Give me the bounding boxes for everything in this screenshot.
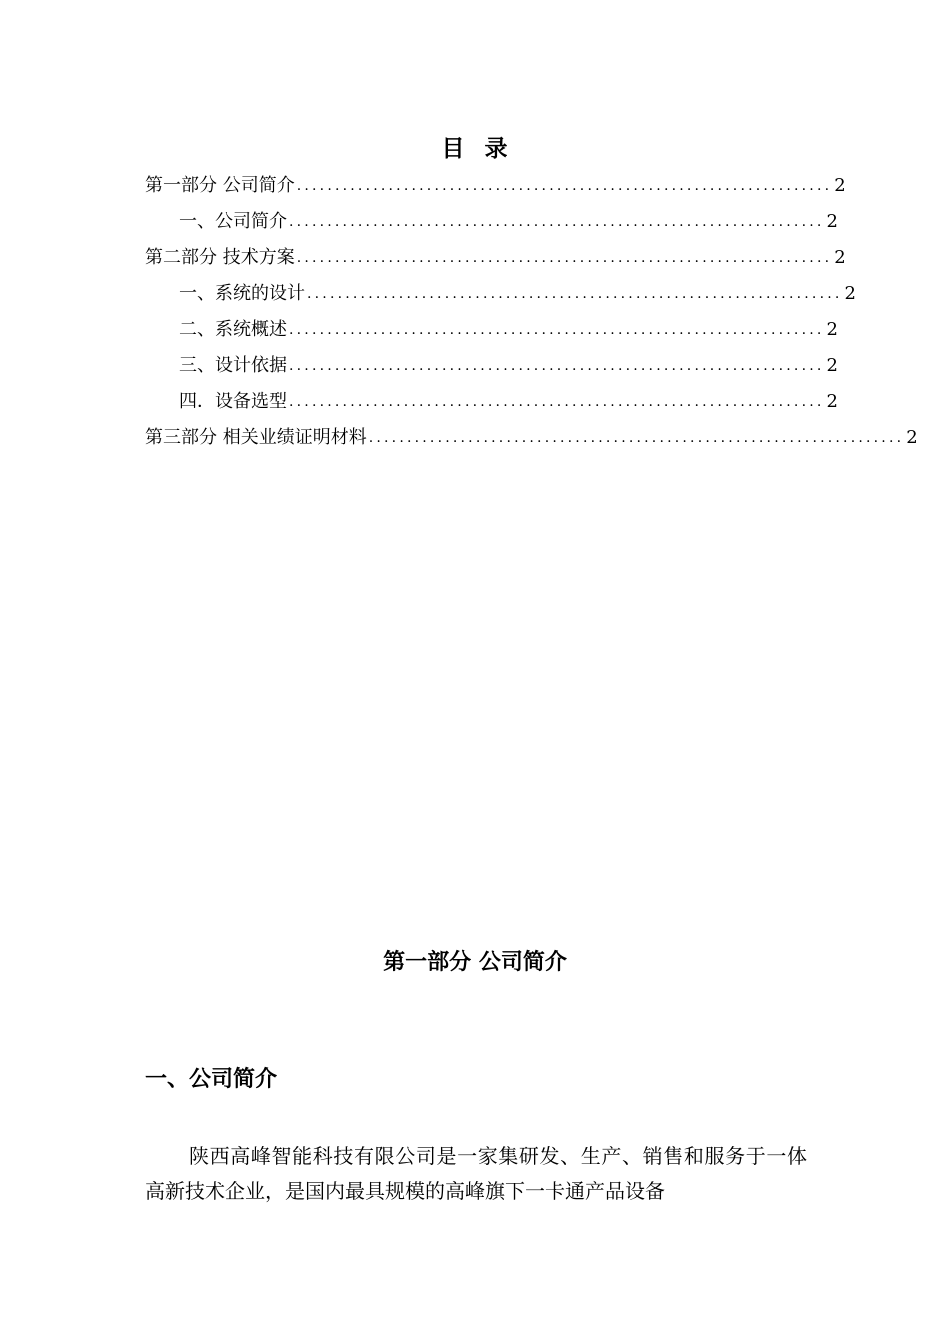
toc-page-number: 2: [826, 355, 838, 376]
toc-entry[interactable]: [145, 204, 838, 240]
toc-page-number: 2: [834, 175, 846, 196]
body-paragraph: 陕西高峰智能科技有限公司是一家集研发、生产、销售和服务于一体高新技术企业，是国内最具规模的高峰旗下一卡通产品设备: [145, 1144, 807, 1203]
toc-leader: ......................................................................: [296, 178, 833, 194]
toc-page-number: 2: [844, 283, 856, 304]
toc-entry[interactable]: [145, 240, 846, 276]
toc-entry[interactable]: [145, 348, 838, 384]
toc-entry[interactable]: [145, 384, 838, 420]
section-heading: 一、公司简介: [145, 1067, 278, 1092]
toc-entry[interactable]: [145, 312, 838, 348]
toc-entry[interactable]: [145, 276, 856, 312]
toc-entry-label: 第二部分 技术方案: [145, 247, 295, 268]
toc-leader: ......................................................................: [368, 430, 905, 446]
toc-page-number: 2: [826, 391, 838, 412]
toc-page-number: 2: [906, 427, 918, 448]
toc-entry-label: 第三部分 相关业绩证明材料: [145, 427, 367, 448]
toc-entry[interactable]: [145, 420, 918, 456]
toc-page-number: 2: [826, 319, 838, 340]
toc-page-number: 2: [826, 211, 838, 232]
toc-leader: ......................................................................: [289, 394, 825, 410]
toc-leader: ......................................................................: [289, 358, 825, 374]
toc-title: 目 录: [441, 136, 509, 162]
table-of-contents: [145, 168, 918, 456]
toc-page-number: 2: [834, 247, 846, 268]
toc-entry-label: 第一部分 公司简介: [145, 175, 295, 196]
toc-entry[interactable]: [145, 168, 846, 204]
toc-entry-label: 一、公司简介: [179, 211, 287, 232]
toc-entry-label: 一、系统的设计: [179, 283, 305, 304]
toc-leader: ......................................................................: [307, 286, 843, 302]
toc-leader: ......................................................................: [289, 214, 825, 230]
part-heading: 第一部分 公司简介: [383, 950, 567, 975]
toc-leader: ......................................................................: [296, 250, 833, 266]
toc-entry-label: 四．设备选型: [179, 391, 287, 412]
toc-entry-label: 二、系统概述: [179, 319, 287, 340]
toc-entry-label: 三、设计依据: [179, 355, 287, 376]
toc-leader: ......................................................................: [289, 322, 825, 338]
